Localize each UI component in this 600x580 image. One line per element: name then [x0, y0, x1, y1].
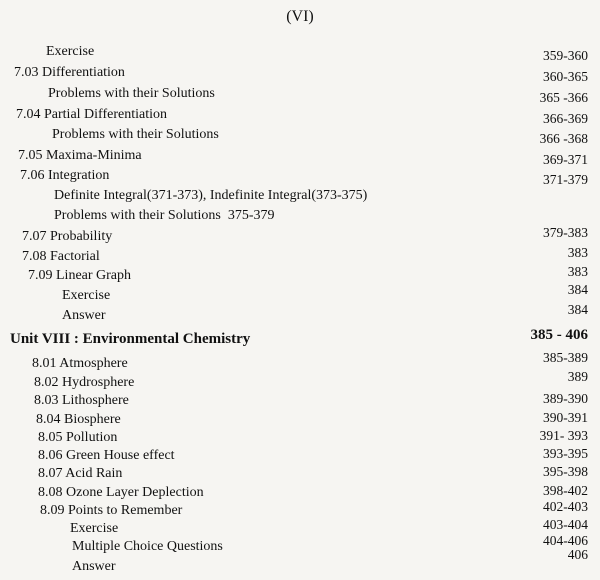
toc-entry-pages: 383	[567, 264, 588, 279]
toc-entry-pages: 369-371	[543, 152, 588, 167]
toc-entry-label: 7.08 Factorial	[22, 249, 100, 264]
toc-entry-label: Answer	[72, 559, 116, 574]
toc-entry-pages: 359-360	[543, 48, 588, 63]
toc-entry	[0, 148, 600, 166]
toc-entry-label: 7.04 Partial Differentiation	[16, 107, 167, 122]
toc-entry-label: 8.08 Ozone Layer Deplection	[38, 485, 204, 500]
toc-entry-label: Problems with their Solutions	[48, 86, 215, 101]
unit-heading-label: Unit VIII : Environmental Chemistry	[10, 331, 251, 347]
toc-entry-label: Definite Integral(371-373), Indefinite Integral(373-375)	[54, 188, 368, 203]
toc-entry-label: 7.07 Probability	[22, 229, 113, 244]
toc-entry-pages: 385-389	[543, 350, 588, 365]
toc-entry	[0, 430, 600, 448]
toc-entry	[0, 127, 600, 145]
toc-entry	[0, 499, 600, 521]
toc-entry-label: 7.09 Linear Graph	[28, 268, 132, 283]
toc-entry-pages: 391- 393	[539, 428, 588, 443]
page-number-header: (VI)	[286, 8, 314, 25]
toc-entry-label: 8.09 Points to Remember	[40, 503, 183, 518]
toc-entry	[0, 264, 600, 286]
toc-entry	[0, 107, 600, 125]
toc-entry	[0, 369, 600, 393]
toc-entry-label: 8.07 Acid Rain	[38, 466, 123, 481]
toc-entry-label: 8.01 Atmosphere	[32, 356, 128, 371]
toc-entry-label: 8.04 Biosphere	[36, 412, 121, 427]
toc-entry-label: Problems with their Solutions	[52, 127, 219, 142]
toc-entry-label: Exercise	[70, 521, 119, 536]
toc-entry-label: Problems with their Solutions 375-379	[54, 208, 275, 223]
toc-entry-pages: 366-369	[543, 111, 588, 126]
toc-entry-pages: 404-406	[543, 533, 588, 548]
toc-entry	[0, 350, 600, 374]
toc-entry-pages: 371-379	[543, 172, 588, 187]
toc-entry-pages: 398-402	[543, 483, 588, 498]
toc-entry	[0, 448, 600, 466]
toc-entry	[0, 282, 600, 306]
toc-entry	[0, 547, 600, 577]
toc-entry-label: Answer	[62, 308, 106, 323]
unit-heading	[0, 327, 600, 349]
toc-entry	[0, 533, 600, 557]
toc-entry	[0, 65, 600, 83]
toc-entry-pages: 379-383	[543, 225, 588, 240]
toc-entry-pages: 389-390	[543, 391, 588, 406]
toc-entry-pages: 406	[567, 547, 588, 562]
toc-entry-label: 7.05 Maxima-Minima	[18, 148, 142, 163]
toc-entry-label: Exercise	[62, 288, 111, 303]
toc-entry-label: 7.03 Differentiation	[14, 65, 125, 80]
toc-entry-pages: 366 -368	[539, 131, 588, 146]
toc-entry	[0, 168, 600, 186]
toc-entry	[0, 485, 600, 503]
toc-entry	[0, 393, 600, 411]
toc-entry	[0, 44, 600, 62]
toc-entry-pages: 389	[567, 369, 588, 384]
toc-entry-label: 8.06 Green House effect	[38, 448, 175, 463]
toc-entry-pages: 393-395	[543, 446, 588, 461]
toc-entry	[0, 225, 600, 247]
toc-entry-pages: 365 -366	[539, 90, 588, 105]
toc-entry	[0, 86, 600, 104]
toc-entry	[0, 302, 600, 326]
toc-entry-pages: 384	[567, 282, 588, 297]
toc-entry-pages: 395-398	[543, 464, 588, 479]
toc-entry-label: Exercise	[46, 44, 95, 59]
toc-entry	[0, 517, 600, 539]
toc-entry-pages: 360-365	[543, 69, 588, 84]
toc-entry-label: 8.05 Pollution	[38, 430, 118, 445]
toc-entry-pages: 403-404	[543, 517, 588, 532]
toc-entry	[0, 245, 600, 267]
toc-entry	[0, 412, 600, 430]
toc-entry	[0, 208, 600, 226]
toc-entry-pages: 383	[567, 245, 588, 260]
toc-entry-pages: 402-403	[543, 499, 588, 514]
toc-entry-pages: 384	[567, 302, 588, 317]
toc-entry-label: 8.03 Lithosphere	[34, 393, 129, 408]
toc-entry	[0, 466, 600, 484]
toc-entry-pages: 390-391	[543, 410, 588, 425]
toc-entry-label: 7.06 Integration	[20, 168, 110, 183]
unit-heading-pages: 385 - 406	[530, 327, 588, 343]
toc-entry-label: Multiple Choice Questions	[72, 539, 223, 554]
toc-entry	[0, 188, 600, 206]
toc-entry-label: 8.02 Hydrosphere	[34, 375, 135, 390]
